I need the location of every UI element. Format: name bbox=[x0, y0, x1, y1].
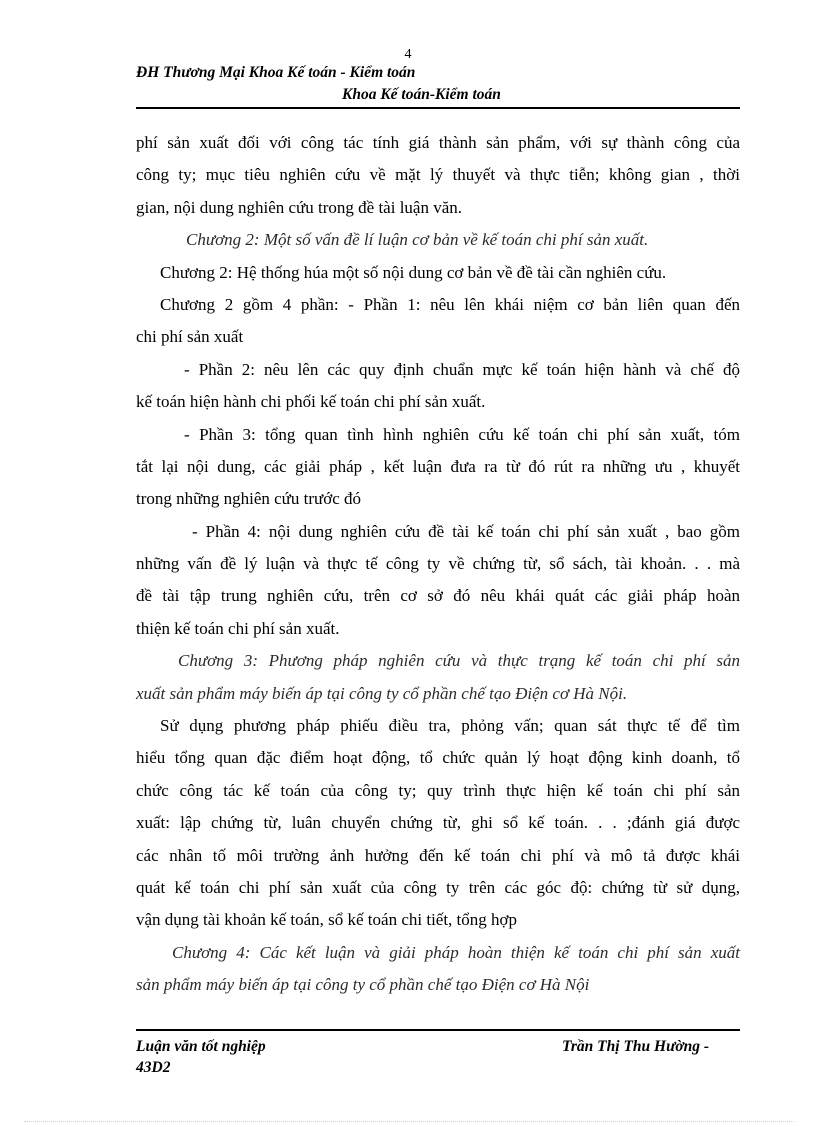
footer-thesis-title: Luận văn tốt nghiệp bbox=[136, 1038, 266, 1055]
body-line: thiện kế toán chi phí sản xuất. bbox=[136, 618, 340, 638]
header-divider bbox=[136, 107, 740, 109]
body-line: công ty; mục tiêu nghiên cứu về mặt lý thuyết và thực tiễn; không gian , thời bbox=[136, 165, 740, 185]
footer-class-code: 43D2 bbox=[136, 1059, 171, 1076]
page-edge-divider bbox=[24, 1121, 794, 1122]
body-line: Chương 2 gồm 4 phần: - Phần 1: nêu lên khái niệm cơ bản liên quan đến bbox=[160, 294, 740, 314]
body-line: quát kế toán chi phí sản xuất của công ty trên các góc độ: chứng từ sử dụng, bbox=[136, 877, 740, 897]
body-line: các nhân tố môi trường ảnh hưởng đến kế toán chi phí và mô tả được khái bbox=[136, 845, 740, 865]
header-university: ĐH Thương Mại Khoa Kế toán - Kiểm toán bbox=[136, 64, 416, 81]
chapter-3-heading-cont: xuất sản phẩm máy biến áp tại công ty cổ phần chế tạo Điện cơ Hà Nội. bbox=[136, 683, 628, 703]
body-line: hiểu tổng quan đặc điểm hoạt động, tổ chức quản lý hoạt động kinh doanh, tổ bbox=[136, 748, 740, 768]
header-faculty: Khoa Kế toán-Kiểm toán bbox=[342, 86, 501, 103]
document-body bbox=[136, 127, 740, 1002]
footer-thesis-label bbox=[136, 1036, 266, 1078]
body-line: - Phần 4: nội dung nghiên cứu đề tài kế toán chi phí sản xuất , bao gồm bbox=[192, 521, 740, 541]
footer-author: Trần Thị Thu Hường - bbox=[562, 1038, 710, 1055]
body-line: - Phần 3: tổng quan tình hình nghiên cứu kế toán chi phí sản xuất, tóm bbox=[184, 424, 740, 444]
page-number: 4 bbox=[404, 47, 412, 62]
body-line: những vấn đề lý luận và thực tế công ty về chứng từ, sổ sách, tài khoản. . . mà bbox=[136, 554, 740, 574]
body-line: - Phần 2: nêu lên các quy định chuẩn mực kế toán hiện hành và chế độ bbox=[184, 359, 740, 379]
chapter-2-heading: Chương 2: Một số vấn đề lí luận cơ bản về kế toán chi phí sản xuất. bbox=[186, 230, 649, 250]
body-line: chức công tác kế toán của công ty; quy trình thực hiện kế toán chi phí sản bbox=[136, 780, 740, 800]
chapter-3-heading: Chương 3: Phương pháp nghiên cứu và thực trạng kế toán chi phí sản bbox=[178, 651, 740, 671]
body-line: tắt lại nội dung, các giải pháp , kết luận đưa ra từ đó rút ra những ưu , khuyết bbox=[136, 456, 740, 476]
body-line: trong những nghiên cứu trước đó bbox=[136, 489, 362, 509]
body-line: xuất: lập chứng từ, luân chuyển chứng từ, ghi sổ kế toán. . . ;đánh giá được bbox=[136, 813, 740, 833]
body-line: vận dụng tài khoản kế toán, sổ kế toán chi tiết, tổng hợp bbox=[136, 910, 518, 930]
body-line: kế toán hiện hành chi phối kế toán chi phí sản xuất. bbox=[136, 392, 486, 412]
body-line: gian, nội dung nghiên cứu trong đề tài luận văn. bbox=[136, 197, 463, 217]
body-line: phí sản xuất đối với công tác tính giá thành sản phẩm, với sự thành công của bbox=[136, 133, 740, 152]
chapter-4-heading-cont: sản phẩm máy biến áp tại công ty cổ phần chế tạo Điện cơ Hà Nội bbox=[136, 975, 590, 995]
body-line: Chương 2: Hệ thống húa một số nội dung cơ bản về đề tài cần nghiên cứu. bbox=[160, 262, 667, 282]
body-line: Sử dụng phương pháp phiếu điều tra, phỏng vấn; quan sát thực tế để tìm bbox=[160, 716, 740, 736]
body-line: chi phí sản xuất bbox=[136, 327, 244, 347]
chapter-4-heading: Chương 4: Các kết luận và giải pháp hoàn thiện kế toán chi phí sản xuất bbox=[172, 942, 740, 962]
footer-divider bbox=[136, 1029, 740, 1031]
body-line: đề tài tập trung nghiên cứu, trên cơ sở đó nêu khái quát các giải pháp hoàn bbox=[136, 586, 740, 606]
